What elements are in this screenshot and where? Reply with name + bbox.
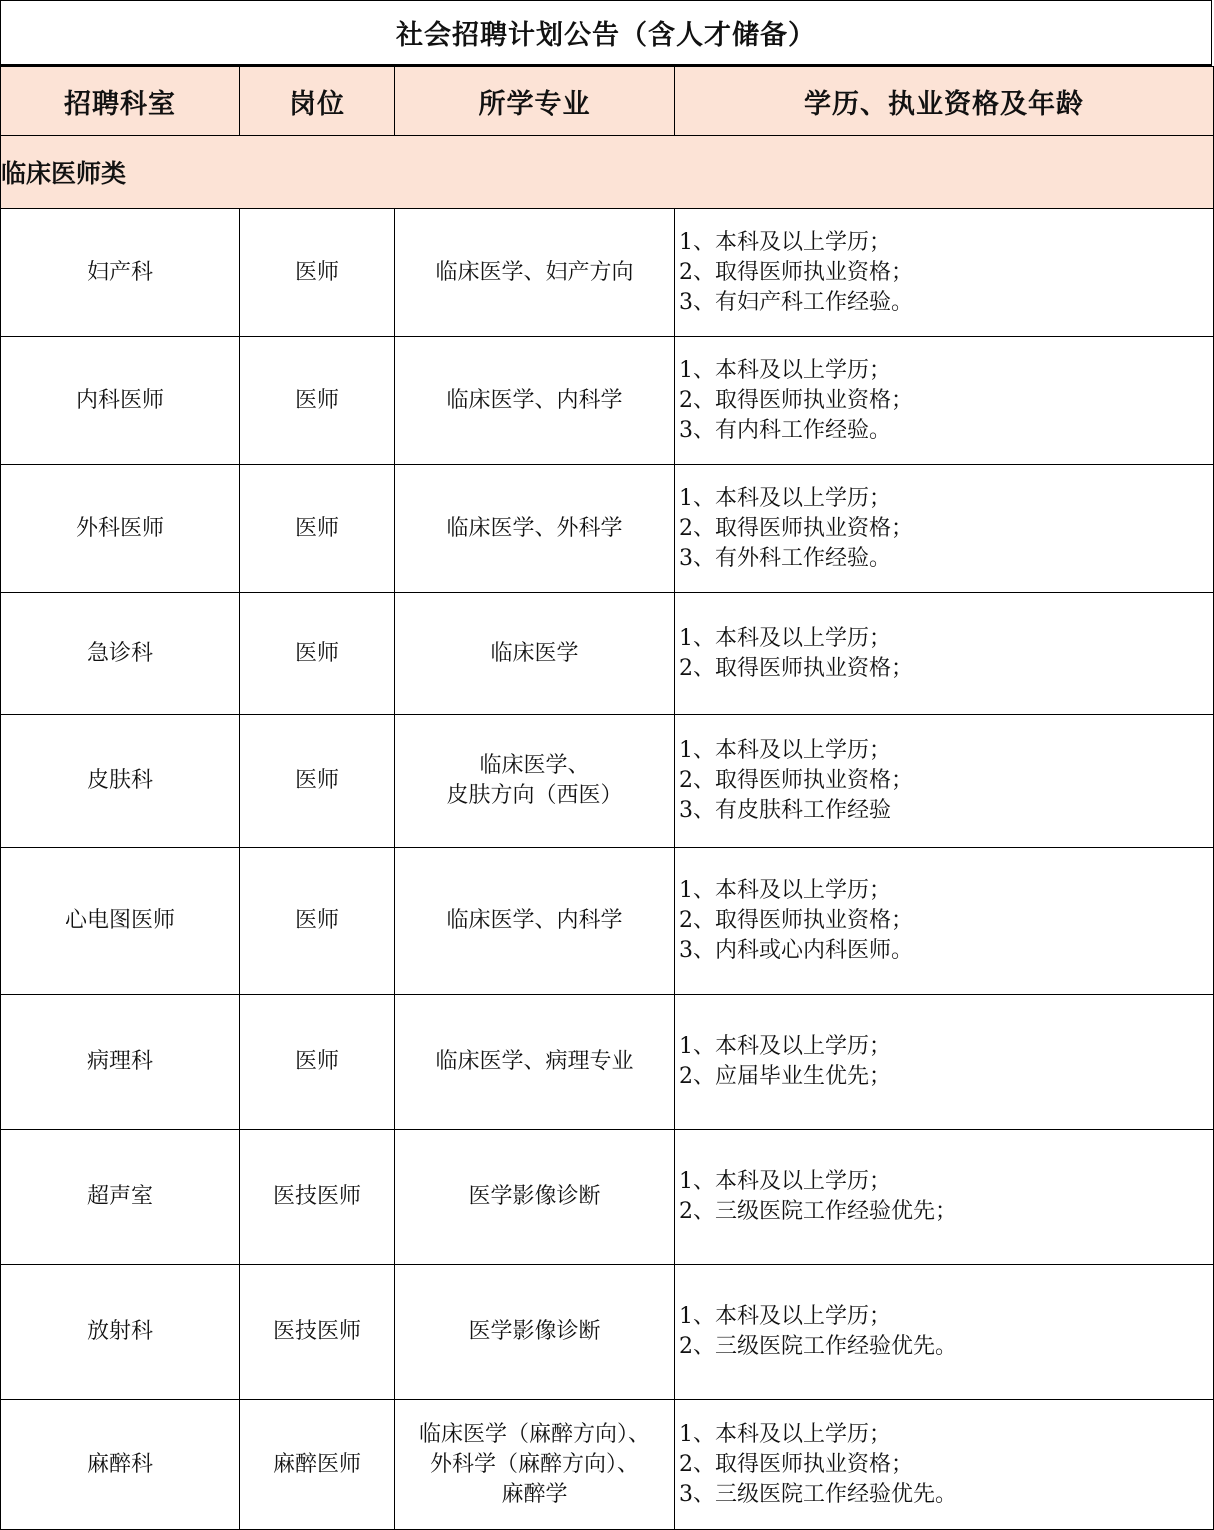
cell-requirements bbox=[675, 593, 1214, 715]
cell-position: 麻醉医师 bbox=[240, 1400, 395, 1530]
major-line: 医学影像诊断 bbox=[468, 1184, 601, 1209]
requirement-line: 3、有内科工作经验。 bbox=[679, 417, 891, 443]
table-row bbox=[1, 848, 1214, 995]
requirement-line: 3、有妇产科工作经验。 bbox=[679, 289, 913, 315]
requirement-line: 2、三级医院工作经验优先； bbox=[679, 1199, 957, 1224]
major-line: 临床医学、妇产方向 bbox=[435, 259, 634, 285]
requirement-line: 1、本科及以上学历； bbox=[679, 1304, 891, 1329]
cell-requirements bbox=[675, 848, 1214, 995]
major-line: 临床医学、病理专业 bbox=[435, 1049, 634, 1074]
requirement-line: 1、本科及以上学历； bbox=[679, 738, 891, 763]
requirement-line: 1、本科及以上学历； bbox=[679, 485, 891, 511]
cell-position: 医师 bbox=[240, 465, 395, 593]
category-row bbox=[1, 136, 1214, 209]
cell-dept: 放射科 bbox=[1, 1265, 240, 1400]
requirement-line: 2、应届毕业生优先； bbox=[679, 1064, 891, 1089]
cell-major bbox=[395, 995, 675, 1130]
major-line: 临床医学、外科学 bbox=[446, 515, 623, 541]
major-line: 临床医学 bbox=[490, 640, 579, 666]
requirement-line: 1、本科及以上学历； bbox=[679, 1034, 891, 1059]
requirement-line: 2、取得医师执业资格； bbox=[679, 1451, 913, 1477]
cell-requirements bbox=[675, 715, 1214, 848]
cell-position: 医技医师 bbox=[240, 1265, 395, 1400]
requirement-line: 1、本科及以上学历； bbox=[679, 1421, 891, 1447]
header-row bbox=[1, 67, 1214, 136]
table-row bbox=[1, 715, 1214, 848]
cell-dept: 心电图医师 bbox=[1, 848, 240, 995]
cell-position: 医师 bbox=[240, 209, 395, 337]
requirement-line: 1、本科及以上学历； bbox=[679, 357, 891, 383]
cell-dept: 急诊科 bbox=[1, 593, 240, 715]
cell-major bbox=[395, 337, 675, 465]
table-row bbox=[1, 995, 1214, 1130]
major-line: 医学影像诊断 bbox=[468, 1319, 601, 1344]
cell-major bbox=[395, 1130, 675, 1265]
requirement-line: 1、本科及以上学历； bbox=[679, 625, 891, 651]
column-header-major: 所学专业 bbox=[395, 67, 675, 136]
major-line: 临床医学、内科学 bbox=[446, 387, 623, 413]
column-header-dept: 招聘科室 bbox=[1, 67, 240, 136]
requirement-line: 2、取得医师执业资格； bbox=[679, 259, 913, 285]
table-row bbox=[1, 1265, 1214, 1400]
cell-requirements bbox=[675, 209, 1214, 337]
cell-dept: 内科医师 bbox=[1, 337, 240, 465]
cell-dept: 超声室 bbox=[1, 1130, 240, 1265]
cell-major bbox=[395, 715, 675, 848]
cell-position: 医师 bbox=[240, 995, 395, 1130]
cell-requirements bbox=[675, 337, 1214, 465]
requirement-line: 3、内科或心内科医师。 bbox=[679, 938, 913, 963]
major-line: 临床医学（麻醉方向）、 bbox=[418, 1421, 650, 1447]
cell-major bbox=[395, 465, 675, 593]
cell-dept: 妇产科 bbox=[1, 209, 240, 337]
table-row bbox=[1, 209, 1214, 337]
cell-position: 医师 bbox=[240, 593, 395, 715]
major-line: 皮肤方向（西医） bbox=[446, 783, 623, 808]
cell-dept: 病理科 bbox=[1, 995, 240, 1130]
cell-position: 医技医师 bbox=[240, 1130, 395, 1265]
cell-requirements bbox=[675, 1130, 1214, 1265]
cell-dept: 外科医师 bbox=[1, 465, 240, 593]
category-label: 临床医师类 bbox=[1, 136, 1214, 209]
sheet-title: 社会招聘计划公告（含人才储备） bbox=[0, 0, 1212, 66]
requirement-line: 2、取得医师执业资格； bbox=[679, 908, 913, 933]
cell-requirements bbox=[675, 1265, 1214, 1400]
requirement-line: 2、取得医师执业资格； bbox=[679, 655, 913, 681]
requirement-line: 3、有外科工作经验。 bbox=[679, 545, 891, 571]
column-header-position: 岗位 bbox=[240, 67, 395, 136]
table-row bbox=[1, 593, 1214, 715]
major-line: 临床医学、 bbox=[479, 753, 590, 778]
cell-requirements bbox=[675, 1400, 1214, 1530]
cell-position: 医师 bbox=[240, 715, 395, 848]
requirement-line: 3、有皮肤科工作经验 bbox=[679, 798, 891, 823]
cell-major bbox=[395, 593, 675, 715]
major-line: 临床医学、内科学 bbox=[446, 908, 623, 933]
cell-position: 医师 bbox=[240, 337, 395, 465]
table-row bbox=[1, 1400, 1214, 1530]
major-line: 麻醉学 bbox=[501, 1481, 568, 1507]
major-line: 外科学（麻醉方向）、 bbox=[429, 1451, 639, 1477]
requirement-line: 1、本科及以上学历； bbox=[679, 1169, 891, 1194]
table-body bbox=[1, 136, 1214, 1530]
column-header-requirements: 学历、执业资格及年龄 bbox=[675, 67, 1214, 136]
requirement-line: 3、三级医院工作经验优先。 bbox=[679, 1481, 957, 1507]
requirement-line: 2、三级医院工作经验优先。 bbox=[679, 1334, 957, 1359]
requirement-line: 1、本科及以上学历； bbox=[679, 229, 891, 255]
cell-position: 医师 bbox=[240, 848, 395, 995]
cell-dept: 麻醉科 bbox=[1, 1400, 240, 1530]
table-row bbox=[1, 1130, 1214, 1265]
table-row bbox=[1, 337, 1214, 465]
requirement-line: 2、取得医师执业资格； bbox=[679, 515, 913, 541]
cell-major bbox=[395, 848, 675, 995]
cell-major bbox=[395, 1265, 675, 1400]
recruitment-table bbox=[0, 66, 1214, 1530]
cell-major bbox=[395, 209, 675, 337]
requirement-line: 2、取得医师执业资格； bbox=[679, 387, 913, 413]
requirement-line: 1、本科及以上学历； bbox=[679, 878, 891, 903]
cell-requirements bbox=[675, 995, 1214, 1130]
table-row bbox=[1, 465, 1214, 593]
requirement-line: 2、取得医师执业资格； bbox=[679, 768, 913, 793]
cell-dept: 皮肤科 bbox=[1, 715, 240, 848]
cell-requirements bbox=[675, 465, 1214, 593]
cell-major bbox=[395, 1400, 675, 1530]
